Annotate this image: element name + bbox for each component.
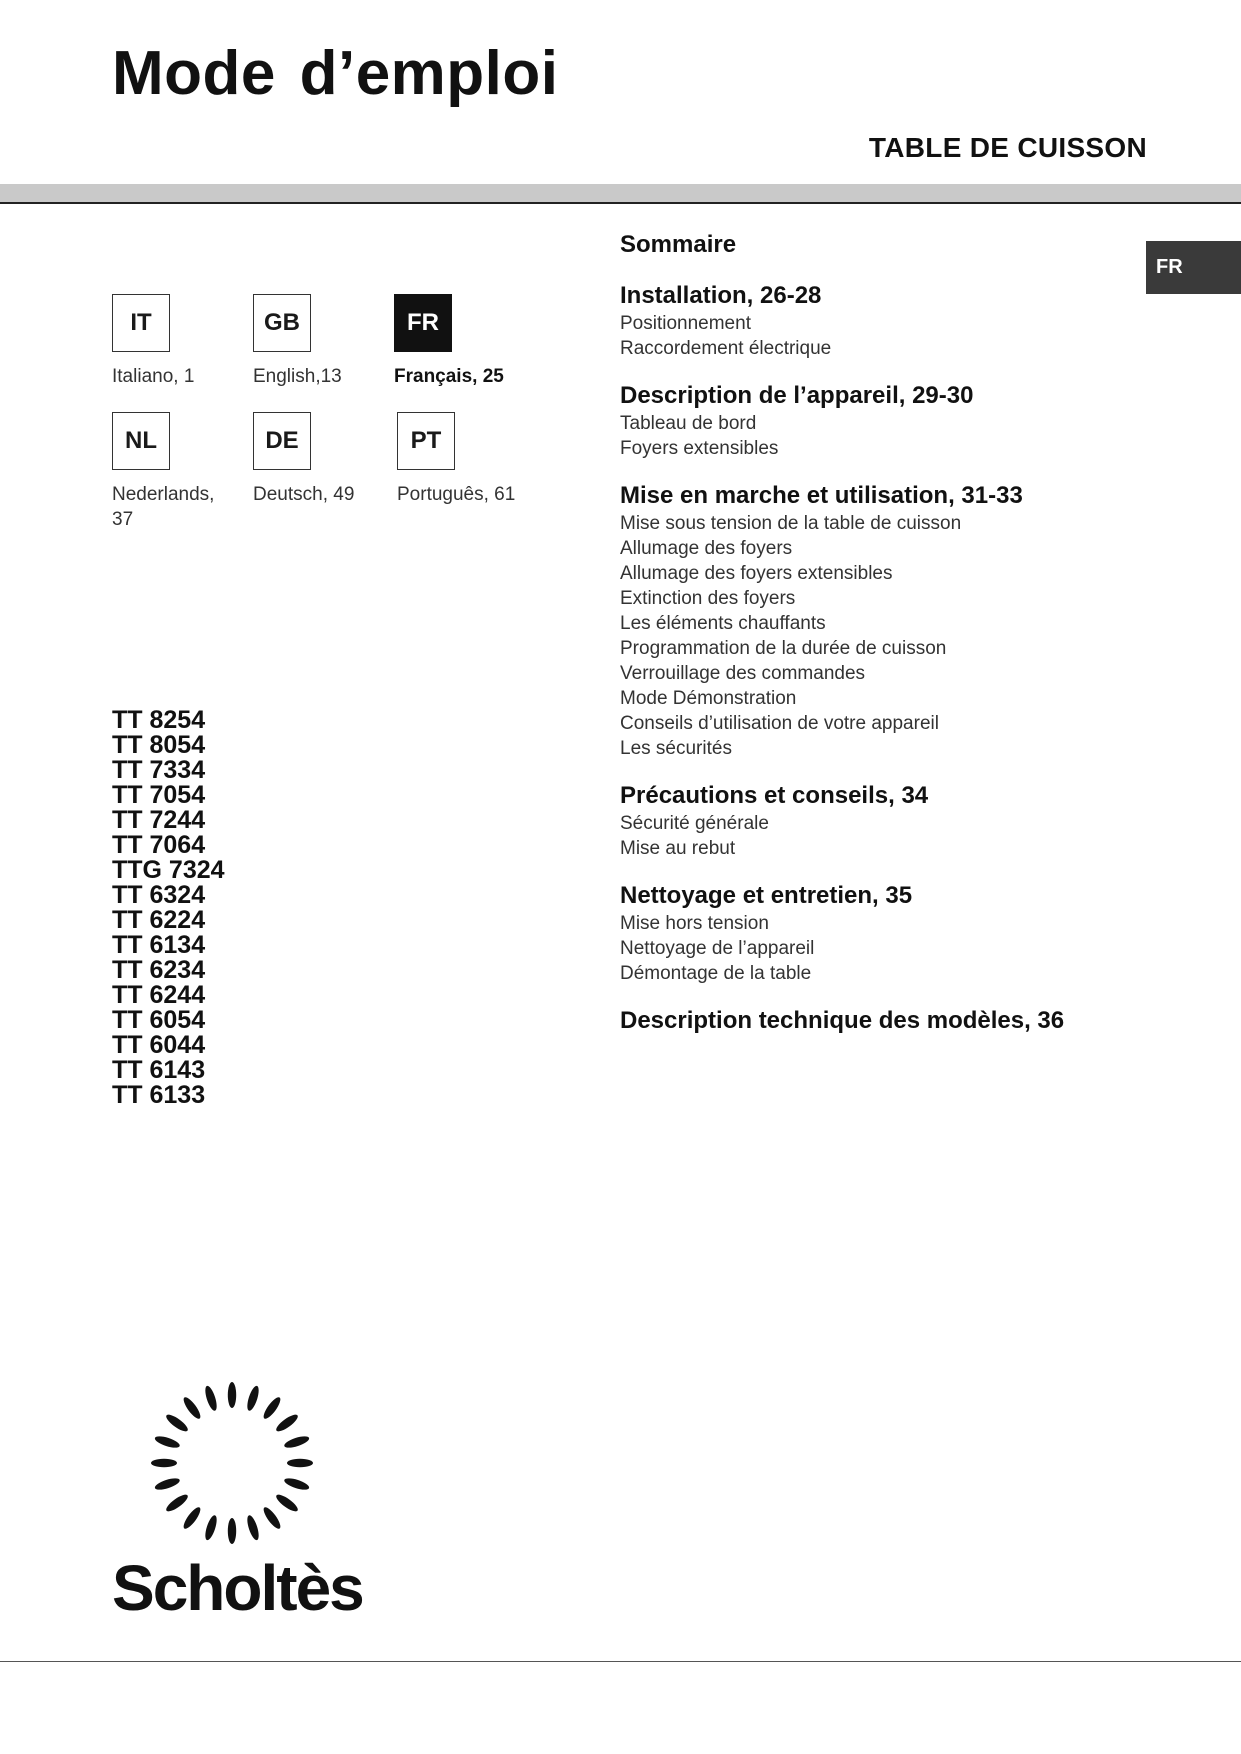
toc-section-title[interactable]: Mise en marche et utilisation, 31-33 bbox=[620, 482, 1023, 509]
model-number: TT 7334 bbox=[112, 756, 206, 784]
toc-section bbox=[620, 781, 1140, 861]
model-number: TT 7244 bbox=[112, 806, 206, 834]
sunburst-ray bbox=[154, 1476, 181, 1492]
language-item-fr[interactable] bbox=[394, 294, 535, 390]
sunburst-ray bbox=[274, 1412, 300, 1434]
toc-section bbox=[620, 1006, 1140, 1036]
toc-item[interactable]: Programmation de la durée de cuisson bbox=[620, 638, 947, 659]
sunburst-ray bbox=[245, 1385, 261, 1412]
language-item-pt[interactable] bbox=[394, 412, 535, 508]
sunburst-ray bbox=[154, 1434, 181, 1450]
sunburst-ray bbox=[151, 1459, 177, 1467]
toc-item[interactable]: Allumage des foyers extensibles bbox=[620, 563, 893, 584]
toc-item[interactable]: Verrouillage des commandes bbox=[620, 663, 866, 684]
toc-item[interactable]: Mode Démonstration bbox=[620, 688, 797, 709]
sunburst-ray bbox=[228, 1518, 236, 1544]
table-of-contents bbox=[620, 231, 1140, 1056]
language-item-gb[interactable] bbox=[253, 294, 394, 390]
language-code-box-active: FR bbox=[394, 294, 452, 352]
sunburst-ray bbox=[261, 1395, 283, 1421]
model-number: TTG 7324 bbox=[112, 856, 225, 884]
model-number: TT 6234 bbox=[112, 956, 206, 984]
toc-section bbox=[620, 881, 1140, 986]
language-label: English,13 bbox=[253, 366, 342, 387]
toc-section-title[interactable]: Description de l’appareil, 29-30 bbox=[620, 382, 974, 409]
sunburst-ray bbox=[164, 1492, 190, 1514]
toc-item[interactable]: Mise hors tension bbox=[620, 913, 769, 934]
sunburst-ray bbox=[181, 1395, 203, 1421]
toc-section-title[interactable]: Nettoyage et entretien, 35 bbox=[620, 882, 913, 909]
language-code-box: GB bbox=[253, 294, 311, 352]
footer-divider bbox=[0, 1661, 1241, 1662]
toc-section-title[interactable]: Description technique des modèles, 36 bbox=[620, 1007, 1065, 1034]
toc-item[interactable]: Foyers extensibles bbox=[620, 438, 779, 459]
toc-item[interactable]: Les sécurités bbox=[620, 738, 732, 759]
model-number: TT 7054 bbox=[112, 781, 206, 809]
toc-item[interactable]: Démontage de la table bbox=[620, 963, 812, 984]
model-number: TT 6044 bbox=[112, 1031, 206, 1059]
language-label: Português, 61 bbox=[397, 484, 516, 505]
model-number: TT 8054 bbox=[112, 731, 206, 759]
language-item-nl[interactable] bbox=[112, 412, 253, 530]
brand-name: Scholtès bbox=[112, 1552, 363, 1624]
model-number: TT 6324 bbox=[112, 881, 206, 909]
toc-item[interactable]: Les éléments chauffants bbox=[620, 613, 826, 634]
sunburst-ray bbox=[228, 1382, 236, 1408]
toc-section bbox=[620, 381, 1140, 461]
sunburst-ray bbox=[287, 1459, 313, 1467]
language-item-de[interactable] bbox=[253, 412, 394, 508]
toc-item[interactable]: Positionnement bbox=[620, 313, 751, 334]
header-band bbox=[0, 184, 1241, 202]
toc-item[interactable]: Mise au rebut bbox=[620, 838, 736, 859]
model-number: TT 6134 bbox=[112, 931, 206, 959]
sunburst-ray bbox=[203, 1514, 219, 1541]
sunburst-ray bbox=[181, 1505, 203, 1531]
language-label: Italiano, 1 bbox=[112, 366, 195, 387]
language-code-box: IT bbox=[112, 294, 170, 352]
model-number: TT 6054 bbox=[112, 1006, 206, 1034]
sunburst-ray bbox=[283, 1434, 310, 1450]
toc-item[interactable]: Raccordement électrique bbox=[620, 338, 832, 359]
model-number: TT 6244 bbox=[112, 981, 206, 1009]
page-title: Mode d’emploi bbox=[112, 39, 559, 108]
header-divider bbox=[0, 202, 1241, 204]
sunburst-ray bbox=[261, 1505, 283, 1531]
language-label: Nederlands, 37 bbox=[112, 484, 215, 530]
toc-section-title[interactable]: Précautions et conseils, 34 bbox=[620, 782, 929, 809]
model-list bbox=[112, 708, 225, 1108]
toc-heading: Sommaire bbox=[620, 231, 737, 258]
toc-item[interactable]: Mise sous tension de la table de cuisson bbox=[620, 513, 962, 534]
sunburst-ray bbox=[203, 1385, 219, 1412]
toc-item[interactable]: Conseils d’utilisation de votre appareil bbox=[620, 713, 939, 734]
toc-section bbox=[620, 281, 1140, 361]
product-type: TABLE DE CUISSON bbox=[868, 132, 1147, 163]
language-index bbox=[112, 294, 542, 530]
language-side-tab: FR bbox=[1146, 241, 1241, 294]
sunburst-ray bbox=[164, 1412, 190, 1434]
sunburst-ray bbox=[245, 1514, 261, 1541]
toc-section bbox=[620, 481, 1140, 761]
model-number: TT 6143 bbox=[112, 1056, 206, 1084]
toc-item[interactable]: Extinction des foyers bbox=[620, 588, 796, 609]
sunburst-ray bbox=[274, 1492, 300, 1514]
toc-section-title[interactable]: Installation, 26-28 bbox=[620, 282, 822, 309]
language-label: Deutsch, 49 bbox=[253, 484, 355, 505]
brand-logo bbox=[112, 1375, 363, 1624]
model-number: TT 6224 bbox=[112, 906, 206, 934]
sun-burst-logo-icon bbox=[112, 1375, 352, 1555]
language-label-active: Français, 25 bbox=[394, 366, 504, 387]
language-code-box: PT bbox=[397, 412, 455, 470]
model-number: TT 8254 bbox=[112, 706, 206, 734]
toc-item[interactable]: Allumage des foyers bbox=[620, 538, 793, 559]
language-code-box: NL bbox=[112, 412, 170, 470]
language-code-box: DE bbox=[253, 412, 311, 470]
model-number: TT 6133 bbox=[112, 1081, 206, 1109]
toc-item[interactable]: Tableau de bord bbox=[620, 413, 757, 434]
toc-item[interactable]: Nettoyage de l’appareil bbox=[620, 938, 815, 959]
sunburst-ray bbox=[283, 1476, 310, 1492]
language-item-it[interactable] bbox=[112, 294, 253, 390]
toc-item[interactable]: Sécurité générale bbox=[620, 813, 769, 834]
model-number: TT 7064 bbox=[112, 831, 206, 859]
